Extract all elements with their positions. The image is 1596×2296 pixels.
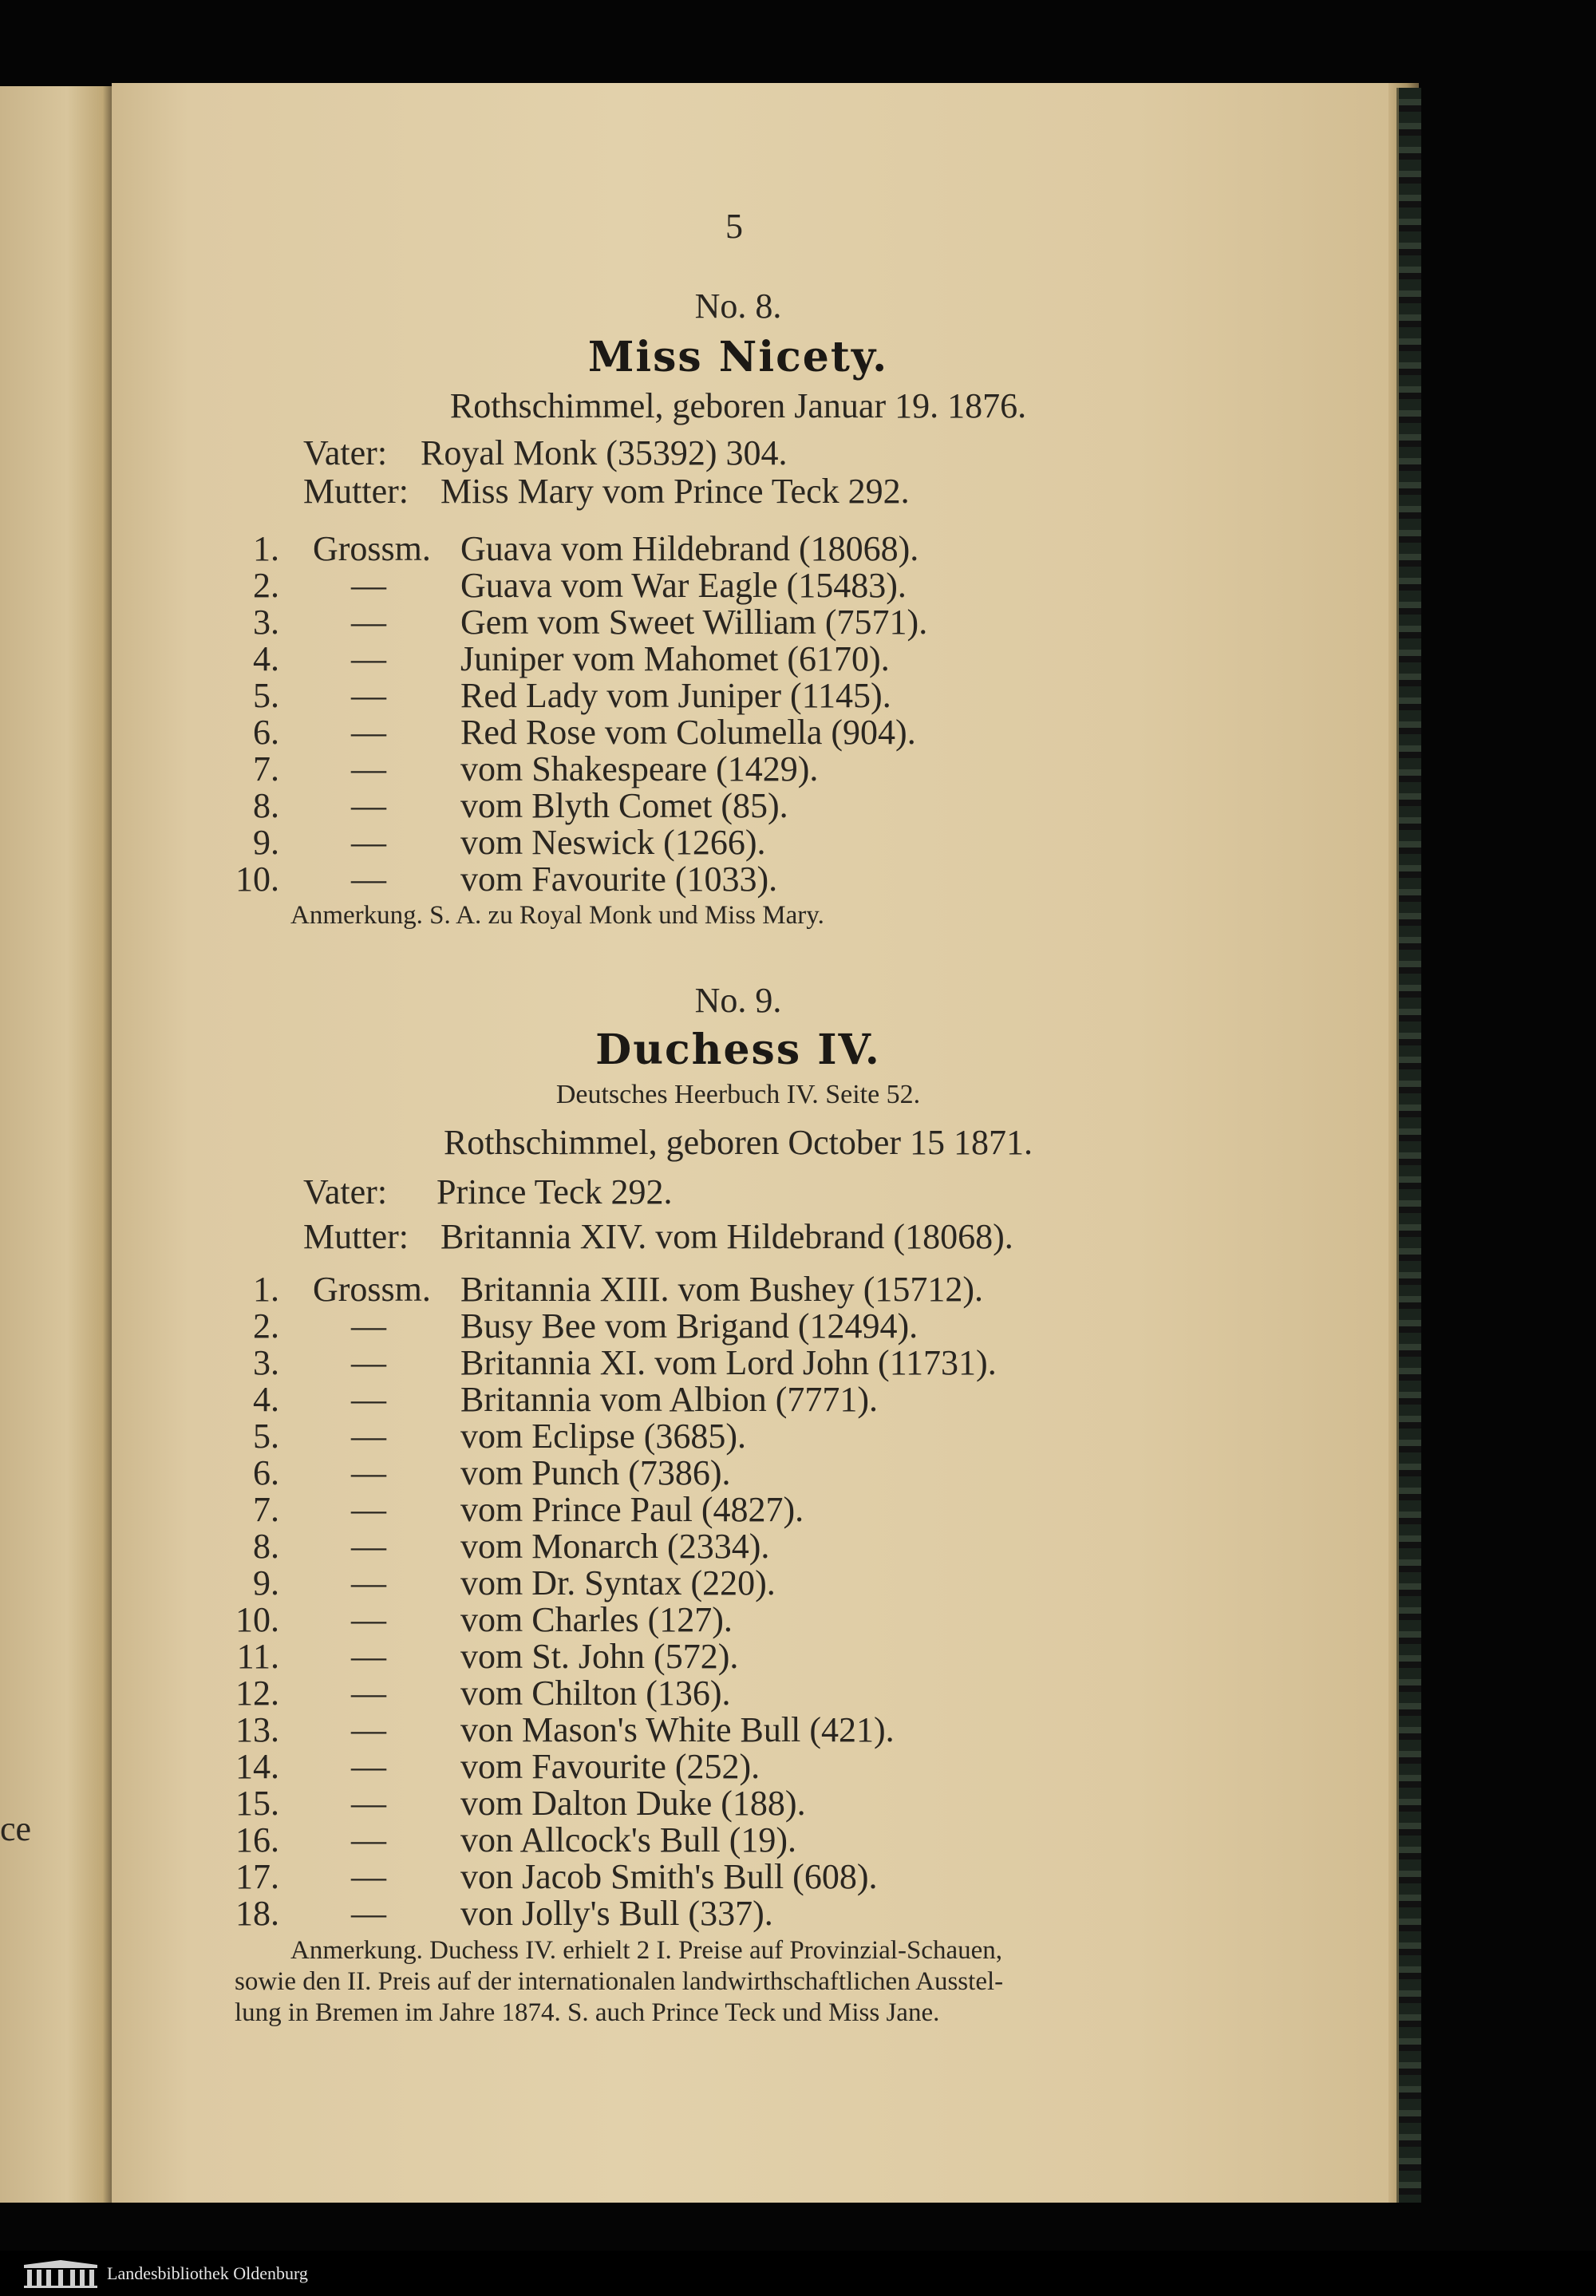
ancestor-number: 4. [253, 1380, 279, 1419]
ancestor-text: Britannia XIII. vom Bushey (15712). [460, 1270, 983, 1309]
ancestor-number: 8. [253, 1527, 279, 1566]
ancestor-text: von Mason's White Bull (421). [460, 1710, 895, 1749]
entry-number: No. 8. [694, 287, 782, 326]
ancestor-text: Britannia vom Albion (7771). [460, 1380, 879, 1419]
library-building-icon [22, 2260, 99, 2289]
ancestor-label: — [351, 1563, 386, 1602]
ancestor-label: — [351, 603, 386, 642]
ancestor-label: — [351, 1306, 386, 1346]
ancestor-label: Grossm. [313, 529, 431, 568]
ancestor-label: — [351, 860, 386, 899]
ancestor-number: 10. [235, 1600, 279, 1639]
vater-label: Vater: [303, 1172, 388, 1211]
ancestor-text: vom Eclipse (3685). [460, 1417, 747, 1456]
ancestor-number: 8. [253, 786, 279, 825]
ancestor-text: vom Dr. Syntax (220). [460, 1563, 776, 1602]
ancestor-text: vom Punch (7386). [460, 1453, 731, 1492]
ancestor-number: 17. [235, 1857, 279, 1896]
previous-page-fragment: ce [0, 1809, 32, 1848]
ancestor-text: Guava vom Hildebrand (18068). [460, 529, 919, 568]
ancestor-text: vom Monarch (2334). [460, 1527, 770, 1566]
ancestor-label: — [351, 566, 386, 605]
ancestor-number: 14. [235, 1747, 279, 1786]
ancestor-label: — [351, 1417, 386, 1456]
ancestor-label: — [351, 1784, 386, 1823]
ancestor-label: — [351, 749, 386, 788]
library-name: Landesbibliothek Oldenburg [107, 2263, 308, 2283]
ancestor-label: — [351, 1490, 386, 1529]
ancestor-text: vom St. John (572). [460, 1637, 739, 1676]
ancestor-text: vom Favourite (252). [460, 1747, 760, 1786]
entry-note: Anmerkung. S. A. zu Royal Monk und Miss Mary. [290, 901, 824, 930]
ancestor-number: 1. [253, 529, 279, 568]
ancestor-label: — [351, 1343, 386, 1382]
ancestor-label: — [351, 1857, 386, 1896]
ancestor-number: 13. [235, 1710, 279, 1749]
ancestor-number: 12. [235, 1674, 279, 1713]
ancestor-label: — [351, 1600, 386, 1639]
ancestor-label: — [351, 1453, 386, 1492]
book-cover-edge [1396, 88, 1421, 2203]
ancestor-number: 3. [253, 603, 279, 642]
ancestor-number: 10. [235, 860, 279, 899]
ancestor-text: Gem vom Sweet William (7571). [460, 603, 928, 642]
ancestor-label: — [351, 1674, 386, 1713]
entry-note-line: lung in Bremen im Jahre 1874. S. auch Prince Teck und Miss Jane. [235, 1998, 940, 2027]
entry-name: Miss Nicety. [587, 333, 889, 381]
mutter-label: Mutter: [303, 1217, 409, 1256]
ancestor-text: Juniper vom Mahomet (6170). [460, 639, 890, 678]
ancestor-number: 5. [253, 676, 279, 715]
ancestor-number: 5. [253, 1417, 279, 1456]
page-number: 5 [725, 207, 743, 246]
ancestor-label: — [351, 786, 386, 825]
ancestor-label: Grossm. [313, 1270, 431, 1309]
mutter-value: Miss Mary vom Prince Teck 292. [440, 472, 910, 511]
ancestor-text: vom Chilton (136). [460, 1674, 731, 1713]
ancestor-number: 7. [253, 749, 279, 788]
ancestor-number: 9. [253, 1563, 279, 1602]
ancestor-text: Busy Bee vom Brigand (12494). [460, 1306, 918, 1346]
ancestor-text: vom Favourite (1033). [460, 860, 778, 899]
ancestor-label: — [351, 713, 386, 752]
ancestor-number: 6. [253, 713, 279, 752]
ancestor-number: 16. [235, 1820, 279, 1859]
ancestor-number: 7. [253, 1490, 279, 1529]
ancestor-text: vom Neswick (1266). [460, 823, 766, 862]
ancestor-number: 15. [235, 1784, 279, 1823]
ancestor-number: 11. [236, 1637, 279, 1676]
ancestor-text: von Allcock's Bull (19). [460, 1820, 797, 1859]
vater-value: Royal Monk (35392) 304. [421, 433, 788, 472]
ancestor-number: 1. [253, 1270, 279, 1309]
ancestor-text: vom Charles (127). [460, 1600, 733, 1639]
ancestor-text: Red Lady vom Juniper (1145). [460, 676, 891, 715]
ancestor-text: Guava vom War Eagle (15483). [460, 566, 907, 605]
ancestor-number: 2. [253, 566, 279, 605]
ancestor-number: 18. [235, 1894, 279, 1933]
ancestor-number: 9. [253, 823, 279, 862]
ancestor-label: — [351, 1380, 386, 1419]
mutter-label: Mutter: [303, 472, 409, 511]
ancestor-text: vom Shakespeare (1429). [460, 749, 819, 788]
ancestor-label: — [351, 676, 386, 715]
ancestor-text: Britannia XI. vom Lord John (11731). [460, 1343, 997, 1382]
entry-note-line: sowie den II. Preis auf der internationalen landwirthschaftlichen Ausstel- [235, 1967, 1004, 1996]
entry-description: Rothschimmel, geboren October 15 1871. [443, 1123, 1033, 1162]
vater-label: Vater: [303, 433, 388, 472]
entry-name: Duchess IV. [595, 1025, 881, 1074]
entry-note-line: Anmerkung. Duchess IV. erhielt 2 I. Preise auf Provinzial-Schauen, [290, 1936, 1002, 1965]
mutter-value: Britannia XIV. vom Hildebrand (18068). [440, 1217, 1013, 1256]
ancestor-number: 3. [253, 1343, 279, 1382]
ancestor-label: — [351, 1747, 386, 1786]
ancestor-text: von Jolly's Bull (337). [460, 1894, 773, 1933]
ancestor-text: vom Blyth Comet (85). [460, 786, 788, 825]
ancestor-text: vom Prince Paul (4827). [460, 1490, 804, 1529]
ancestor-label: — [351, 1820, 386, 1859]
ancestor-label: — [351, 1527, 386, 1566]
vater-value: Prince Teck 292. [437, 1172, 673, 1211]
ancestor-number: 2. [253, 1306, 279, 1346]
ancestor-label: — [351, 1710, 386, 1749]
entry-subtitle: Deutsches Heerbuch IV. Seite 52. [555, 1080, 921, 1109]
ancestor-label: — [351, 1637, 386, 1676]
entry-number: No. 9. [694, 981, 782, 1020]
ancestor-text: von Jacob Smith's Bull (608). [460, 1857, 878, 1896]
ancestor-label: — [351, 823, 386, 862]
ancestor-text: vom Dalton Duke (188). [460, 1784, 806, 1823]
ancestor-label: — [351, 639, 386, 678]
entry-description: Rothschimmel, geboren Januar 19. 1876. [449, 386, 1027, 425]
previous-page-edge [0, 86, 112, 2203]
ancestor-number: 6. [253, 1453, 279, 1492]
ancestor-number: 4. [253, 639, 279, 678]
ancestor-label: — [351, 1894, 386, 1933]
ancestor-text: Red Rose vom Columella (904). [460, 713, 916, 752]
